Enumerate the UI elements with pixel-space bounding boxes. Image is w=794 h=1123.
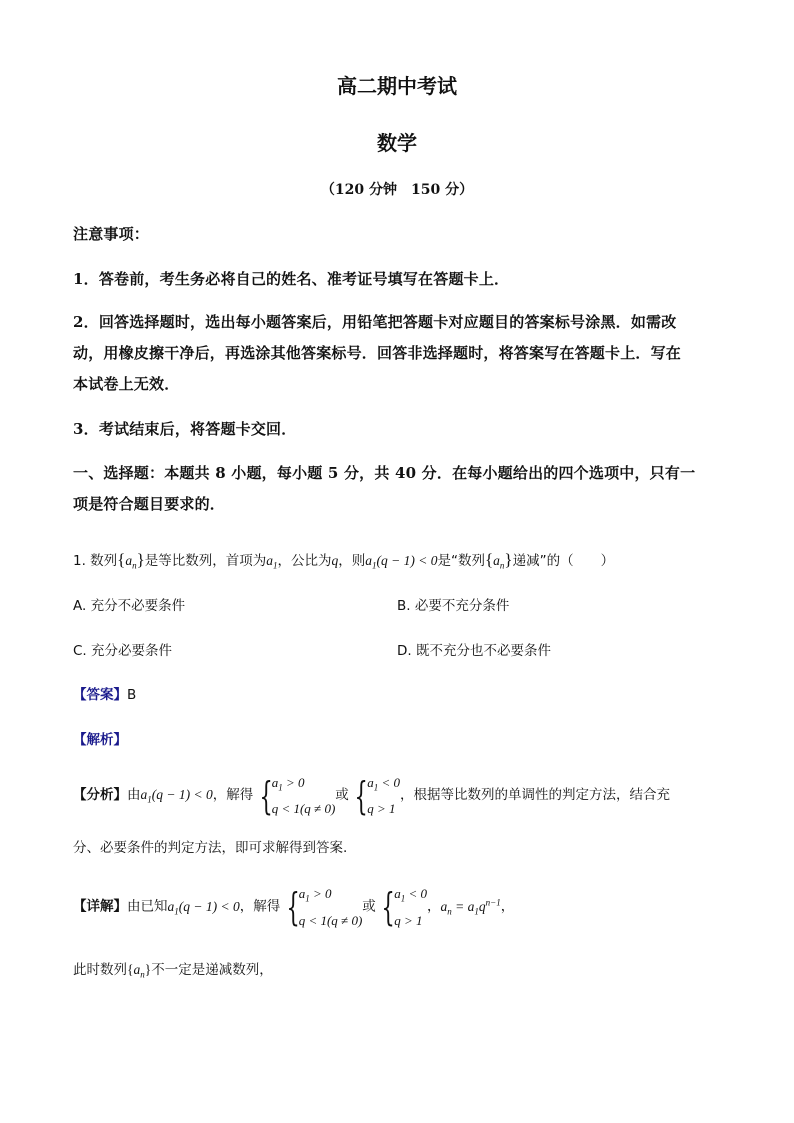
question-1-text-2: 是等比数列，首项为	[144, 553, 267, 569]
answer-value: B	[127, 687, 137, 703]
xiangjie-label: 【详解】	[73, 898, 127, 915]
gt-sub: n	[447, 906, 452, 917]
gt-a: a	[440, 898, 448, 914]
fx-cond: (q − 1) < 0	[151, 787, 213, 803]
fx-s1-r1: > 0	[285, 774, 305, 790]
fx-s1-sub: 1	[278, 782, 283, 793]
fx-s2-r2: > 1	[377, 801, 396, 817]
notes-heading: 注意事项：	[73, 225, 150, 243]
xiangjie-condition	[167, 898, 240, 917]
fx-a-sub: 1	[147, 794, 152, 805]
xiangjie-or: 或	[362, 898, 376, 915]
first-term-symbol	[266, 553, 278, 571]
gt-exp: n−1	[485, 897, 501, 907]
xj-s1-r1: > 0	[312, 886, 332, 901]
question-1-text-6: 递减”的（ ）	[512, 553, 615, 569]
note-item-3: 3．考试结束后，将答题卡交回．	[73, 420, 297, 438]
note-item-1: 1．答卷前，考生务必将自己的姓名、准考证号填写在答题卡上．	[73, 270, 510, 288]
option-b[interactable]: B. 必要不充分条件	[397, 598, 510, 614]
answer-line	[73, 683, 136, 703]
xj-a: a	[167, 898, 175, 914]
xiangjie-system-1: { $a_1 > 0$ q < 1(q ≠ 0)	[285, 885, 363, 930]
xj-seq-sub: n	[140, 969, 145, 980]
analysis-label: 【解析】	[73, 732, 127, 748]
cond-a: a	[365, 553, 373, 568]
seq-sub: n	[132, 560, 137, 571]
fx-s2-sub: 1	[373, 782, 379, 793]
xiangjie-line-2-a: 此时数列	[73, 962, 127, 978]
xj-s1-sub: 1	[305, 893, 310, 904]
fenxi-text-1: 由	[127, 787, 141, 804]
fenxi-text-2: ，解得	[212, 787, 254, 804]
xiangjie-text-4: ，	[500, 898, 515, 915]
seq2-close: }	[504, 550, 513, 569]
note-item-2-line-1: 2．回答选择题时，选出每小题答案后，用铅笔把答题卡对应题目的答案标号涂黑．如需改	[73, 313, 677, 331]
exam-duration: （120 分钟 150 分）	[320, 182, 474, 198]
seq2-a: a	[493, 553, 500, 568]
xj-s1-q: q	[298, 912, 306, 928]
fx-a: a	[140, 787, 148, 803]
xiangjie-line-2	[73, 958, 273, 980]
xj-s2-q: q	[394, 912, 401, 928]
first-term-a: a	[266, 553, 274, 568]
option-a[interactable]: A. 充分不必要条件	[73, 598, 186, 614]
fenxi-line-2: 分、必要条件的判定方法，即可求解得到答案.	[73, 840, 348, 856]
sequence-symbol: $\{a_n\}$	[117, 550, 145, 571]
condition-expression	[365, 553, 438, 571]
question-1-number: 1. 数列	[73, 553, 118, 569]
option-d[interactable]: D. 既不充分也不必要条件	[397, 643, 551, 659]
seq-a: a	[125, 553, 133, 568]
fenxi-system-1: { $a_1 > 0$ q < 1(q ≠ 0)	[258, 773, 336, 818]
xiangjie-text-3: ，	[427, 898, 441, 915]
section-1-line-1: 一、选择题：本题共 8 小题，每小题 5 分，共 40 分．在每小题给出的四个选项中，只有一	[73, 464, 696, 482]
gt-eq: = a	[455, 898, 475, 914]
xiangjie-line-2-b: 不一定是递减数列，	[151, 962, 273, 978]
fenxi-or: 或	[335, 787, 349, 804]
cond-a-sub: 1	[372, 560, 377, 571]
seq2-sub: n	[499, 560, 505, 571]
note-item-2-line-3: 本试卷上无效．	[73, 375, 180, 393]
page-title: 高二期中考试	[337, 74, 457, 98]
question-1-text-5: 是“数列	[437, 553, 485, 569]
xiangjie-system-2: { $a_1 < 0$ q > 1	[381, 885, 428, 930]
fenxi-label: 【分析】	[73, 787, 127, 804]
xj-s2-r1: < 0	[408, 886, 428, 901]
gt-q: q	[478, 898, 486, 914]
xiangjie-text-2: ，解得	[239, 898, 281, 915]
fx-s1-a: a	[271, 774, 279, 790]
xj-a-sub: 1	[174, 906, 179, 917]
fx-s1-r2: < 1(q ≠ 0)	[281, 801, 336, 817]
first-term-sub: 1	[273, 560, 278, 571]
xiangjie-text-1: 由已知	[127, 898, 168, 915]
subject-title: 数学	[377, 131, 417, 155]
analysis-line	[73, 728, 127, 748]
xj-cond: (q − 1) < 0	[178, 898, 240, 914]
note-item-2-line-2: 动，用橡皮擦干净后，再选涂其他答案标号．回答非选择题时，将答案写在答题卡上．写在	[73, 344, 682, 362]
xj-s2-r2: > 1	[404, 912, 423, 928]
xj-s1-r2: < 1(q ≠ 0)	[308, 912, 363, 928]
general-term-formula	[440, 897, 501, 917]
section-1-line-2: 项是符合题目要求的．	[73, 495, 226, 513]
gt-a1-sub: 1	[474, 906, 479, 917]
cond-body: (q − 1) < 0	[376, 553, 438, 568]
xj-seq-close: }	[144, 962, 152, 977]
fx-s2-q: q	[367, 801, 374, 817]
answer-label: 【答案】	[73, 687, 127, 703]
xiangjie-line-1	[73, 877, 514, 936]
fx-s1-q: q	[271, 801, 279, 817]
xj-seq-a: a	[133, 962, 141, 977]
question-1-stem	[73, 549, 614, 571]
seq-close: }	[136, 550, 145, 569]
xj-s2-a: a	[394, 886, 401, 901]
fenxi-system-2: { $a_1 < 0$ q > 1	[354, 773, 401, 818]
fx-s2-a: a	[367, 774, 374, 790]
xiangjie-seq-symbol: $\{a_n\}$	[127, 962, 152, 980]
question-1-text-3: ，公比为	[277, 553, 332, 569]
xj-s2-sub: 1	[400, 893, 406, 904]
sequence-symbol-2: $\{a_n\}$	[484, 550, 513, 571]
fenxi-text-3: ，根据等比数列的单调性的判定方法，结合充	[400, 787, 671, 804]
fx-s2-r1: < 0	[381, 774, 401, 790]
option-c[interactable]: C. 充分必要条件	[73, 643, 173, 659]
question-1-text-4: ，则	[338, 553, 366, 569]
fenxi-line-1	[73, 770, 670, 825]
ratio-symbol: q	[331, 553, 339, 568]
fenxi-condition	[140, 787, 213, 805]
xj-s1-a: a	[298, 886, 306, 901]
